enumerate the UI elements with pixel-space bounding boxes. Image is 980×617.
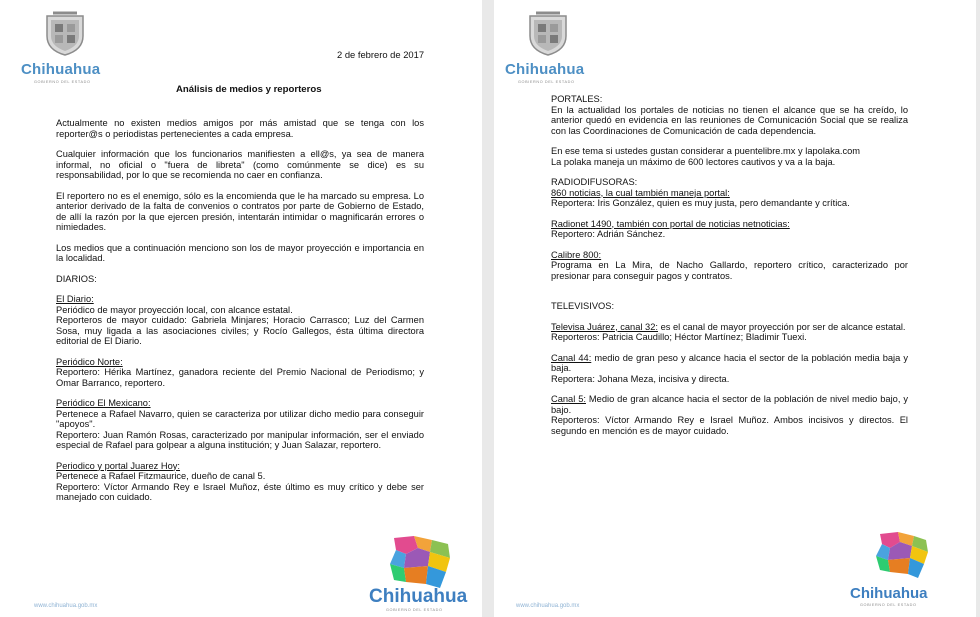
footer-tagline: GOBIERNO DEL ESTADO [386,608,443,612]
state-map-logo-icon [872,530,932,586]
body-text-page-2 [551,94,908,436]
footer-url: www.chihuahua.gob.mx [516,603,580,609]
media-name: Periodico y portal Juarez Hoy: [56,460,181,471]
tv-item [551,322,908,333]
tv-line: Reporteros: Patricia Caudillo; Héctor Martínez; Bladimir Tuexi. [551,332,807,342]
tv-description: es el canal de mayor proyección por ser de alcance estatal. [657,321,906,332]
media-name: El Diario: [56,294,94,304]
document-page-2 [494,0,976,617]
header-tagline: GOBIERNO DEL ESTADO [34,80,91,84]
diarios-heading: DIARIOS: [56,273,97,284]
tv-item [551,353,908,374]
tv-name: Canal 44: [551,352,592,363]
media-line: Pertenece a Rafael Navarro, quien se caracteriza por utilizar dicho medio para conseguir "apoyos". [56,408,424,429]
header-brand: Chihuahua [21,61,101,78]
tv-line: Reporteros: Víctor Armando Rey e Israel Muñoz. Ambos incisivos y directos. El segundo en mención es de mayor cuidado. [551,415,908,436]
intro-paragraph: Actualmente no existen medios amigos por más amistad que se tenga con los reporter@s o periodistas pertenecientes a cada empresa. [56,118,424,139]
media-line: Reportero: Víctor Armando Rey e Israel Muñoz, éste último es muy crítico y debe ser manejado con cuidado. [56,481,424,502]
media-intro-paragraph: Los medios que a continuación menciono son los de mayor proyección e importancia en la localidad. [56,242,424,263]
tv-description: medio de gran peso y alcance hacia el sector de la población media baja y baja. [551,352,908,373]
document-title: Análisis de medios y reporteros [176,84,322,95]
radio-line: Reportera: Iris González, quien es muy justa, pero demandante y crítica. [551,198,850,208]
portales-line: En ese tema si ustedes gustan considerar a puentelibre.mx y lapolaka.com [551,146,861,156]
footer-brand: Chihuahua [850,585,928,602]
media-line: Reportero: Hérika Martínez, ganadora reciente del Premio Nacional de Periodismo; y Omar Barranco, reportero. [56,367,424,388]
state-crest-icon [43,10,87,56]
document-page-1 [0,0,482,617]
radio-name: 860 noticias, la cual también maneja portal: [551,187,730,198]
header-tagline: GOBIERNO DEL ESTADO [518,80,575,84]
footer-brand: Chihuahua [369,586,468,607]
tv-item [551,394,908,415]
portales-heading: PORTALES: [551,94,603,104]
footer-tagline: GOBIERNO DEL ESTADO [860,603,917,607]
radio-heading: RADIODIFUSORAS: [551,177,638,187]
radio-name: Radionet 1490, también con portal de noticias netnoticias: [551,218,790,229]
tv-description: Medio de gran alcance hacia el sector de la población de nivel medio bajo, y bajo. [551,394,908,415]
document-date: 2 de febrero de 2017 [337,49,425,60]
reporter-paragraph: El reportero no es el enemigo, sólo es la encomienda que le ha marcado su empresa. Lo anterior derivado de la falta de convenios o contratos por parte de Gobierno de Estado, de allí la razón por la que ejercen presión, intentarán intimidar o magnificarán errores o nimiedades. [56,190,424,232]
media-name: Periódico El Mexicano: [56,398,151,408]
media-name: Periódico Norte: [56,356,123,367]
state-crest-icon [526,10,570,56]
tv-line: Reportera: Johana Meza, incisiva y directa. [551,373,730,384]
tv-name: Televisa Juárez, canal 32: [551,321,658,332]
radio-line: Reportero: Adrián Sánchez. [551,229,666,239]
portales-line: En la actualidad los portales de noticias no tienen el alcance que se ha creído, lo anterior quedó en evidencia en las reuniones de Comunicación Social que se realiza con las Coordinaciones de Comunicación de cada dependencia. [551,104,908,136]
radio-line: Programa en La Mira, de Nacho Gallardo, reportero crítico, caracterizado por presionar para conseguir pagos y contratos. [551,260,908,281]
radio-name: Calibre 800: [551,249,602,260]
media-line: Reporteros de mayor cuidado: Gabriela Minjares; Horacio Carrasco; Luz del Carmen Sosa, muy ligada a las asociaciones civiles; y Rocío Gallegos, ésta última directora editorial de El Diario. [56,315,424,346]
portales-line: La polaka maneja un máximo de 600 lectores cautivos y va a la baja. [551,156,836,167]
body-text-page-1 [56,118,424,503]
info-paragraph: Cualquier información que los funcionarios manifiesten a ell@s, ya sea de manera informal, no oficial o "fuera de libreta" (como comúnmente se dice) es su responsabilidad, por lo que se recomienda no caer en confianza. [56,149,424,180]
tv-name: Canal 5: [551,394,586,404]
header-brand: Chihuahua [505,61,585,78]
media-line: Pertenece a Rafael Fitzmaurice, dueño de canal 5. [56,471,266,481]
tv-heading: TELEVISIVOS: [551,301,615,311]
media-line: Reportero: Juan Ramón Rosas, caracterizado por manipular información, ser el enviado especial de Rafael para golpear a alguna institución; y Juan Salazar, reportero. [56,429,424,450]
footer-url: www.chihuahua.gob.mx [34,603,98,609]
media-line: Periódico de mayor proyección local, con alcance estatal. [56,304,293,315]
